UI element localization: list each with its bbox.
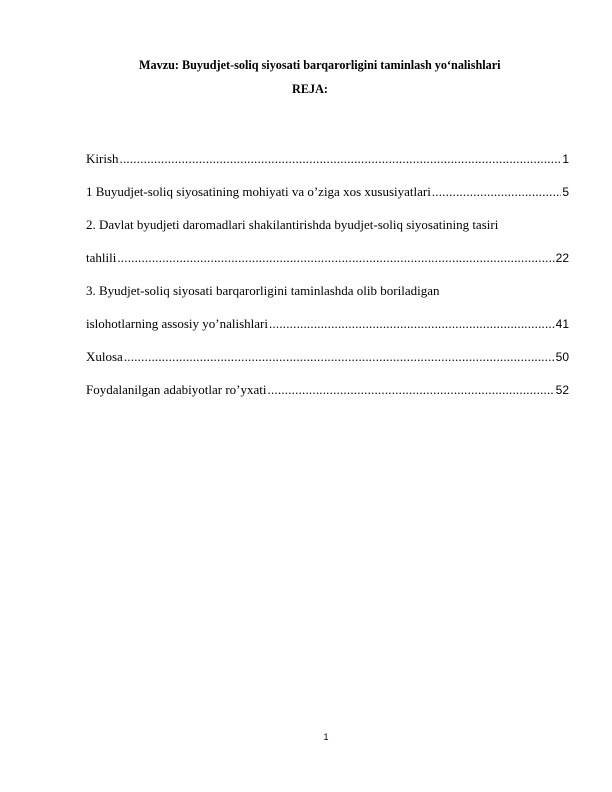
table-of-contents xyxy=(86,148,569,412)
toc-entry-text: tahlili xyxy=(86,250,117,265)
toc-dot-leader xyxy=(120,148,562,169)
toc-page-number: 52 xyxy=(555,383,569,397)
page-footer-number: 1 xyxy=(323,732,329,742)
toc-dot-leader xyxy=(269,313,555,334)
toc-dot-leader xyxy=(432,181,561,202)
toc-dot-leader xyxy=(117,247,554,268)
toc-entry-text: islohotlarning assosiy yo’nalishlari xyxy=(86,316,268,331)
document-title: Mavzu: Buyudjet-soliq siyosati barqarorligini taminlash yo‘nalishlari xyxy=(139,58,501,72)
toc-entry-text: Foydalanilgan adabiyotlar ro’yxati xyxy=(86,382,267,397)
toc-entry-conclusion[interactable] xyxy=(86,346,569,368)
toc-entry-text: 1 Buyudjet-soliq siyosatining mohiyati va o’ziga xos xususiyatlari xyxy=(86,184,431,199)
toc-entry-references[interactable] xyxy=(86,379,569,401)
toc-page-number: 5 xyxy=(562,185,569,199)
toc-entry-introduction[interactable] xyxy=(86,148,569,170)
toc-entry-text-line1: 2. Davlat byudjeti daromadlari shakilantirishda byudjet-soliq siyosatining tasiri xyxy=(86,217,499,232)
toc-entry-chapter-1[interactable] xyxy=(86,181,569,203)
toc-page-number: 41 xyxy=(555,317,569,331)
toc-entry-text: Kirish xyxy=(86,151,119,166)
toc-entry-text-line1: 3. Byudjet-soliq siyosati barqarorligini taminlashda olib boriladigan xyxy=(86,283,440,298)
toc-page-number: 50 xyxy=(555,350,569,364)
toc-dot-leader xyxy=(124,346,555,367)
toc-entry-chapter-2[interactable] xyxy=(86,214,569,269)
toc-dot-leader xyxy=(268,379,555,400)
toc-page-number: 1 xyxy=(562,152,569,166)
toc-entry-chapter-3[interactable] xyxy=(86,280,569,335)
plan-heading: REJA: xyxy=(292,82,328,96)
toc-page-number: 22 xyxy=(555,251,569,265)
toc-entry-text: Xulosa xyxy=(86,349,123,364)
